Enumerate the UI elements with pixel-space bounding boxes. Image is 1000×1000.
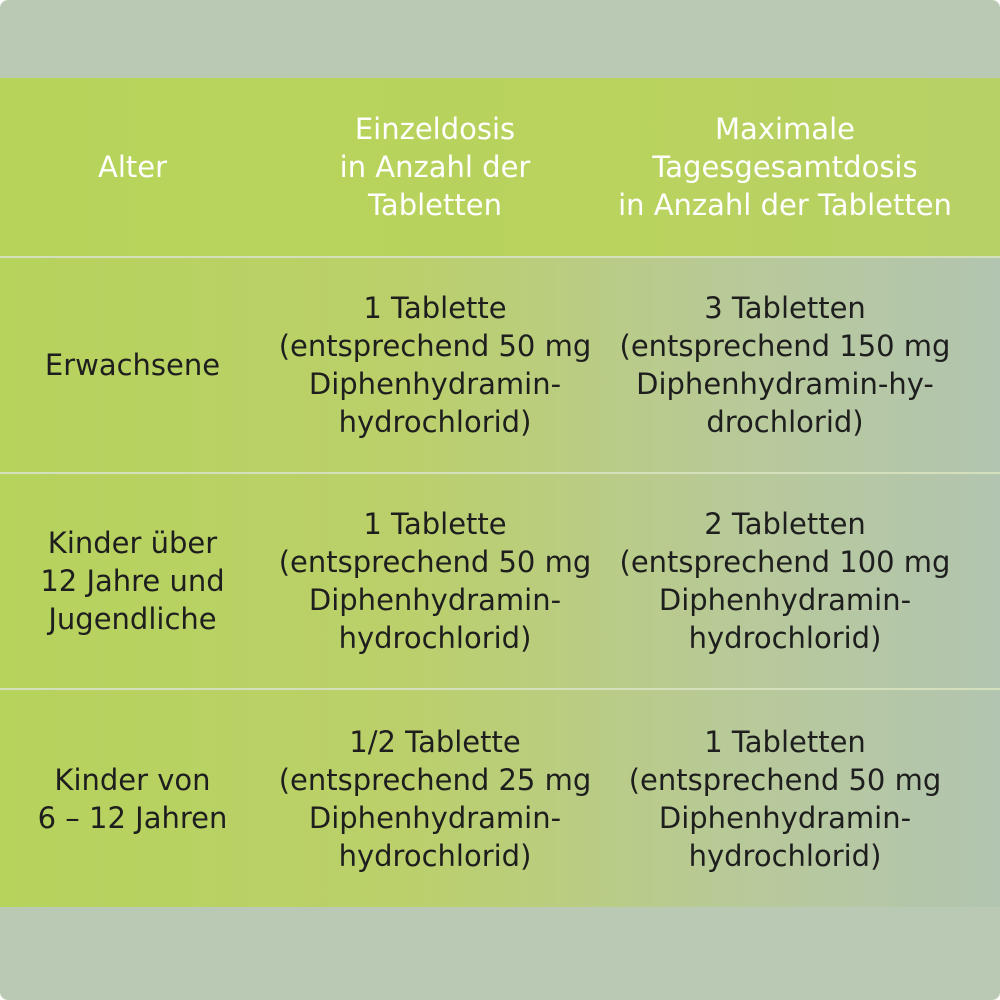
cell-single-dose: 1 Tablette (entsprechend 50 mg Diphenhydramin- hydrochlorid) [278, 506, 592, 655]
dosage-table [0, 78, 1000, 907]
header-single-dose: Einzeldosis in Anzahl der Tabletten [339, 112, 531, 222]
table-row [0, 258, 1000, 471]
cell-age: Erwachsene [44, 347, 221, 382]
cell-max-daily-dose: 3 Tabletten (entsprechend 150 mg Diphenhydramin-hy- drochlorid) [619, 290, 951, 439]
header-max-daily-dose: Maximale Tagesgesamtdosis in Anzahl der Tabletten [618, 112, 952, 222]
header-age: Alter [97, 150, 168, 184]
table-row [0, 474, 1000, 687]
cell-max-daily-dose: 2 Tabletten (entsprechend 100 mg Diphenhydramin- hydrochlorid) [619, 506, 951, 655]
cell-age: Kinder von 6 – 12 Jahren [37, 762, 228, 835]
cell-max-daily-dose: 1 Tabletten (entsprechend 50 mg Diphenhydramin- hydrochlorid) [628, 724, 942, 873]
cell-single-dose: 1 Tablette (entsprechend 50 mg Diphenhydramin- hydrochlorid) [278, 290, 592, 439]
cell-age: Kinder über 12 Jahre und Jugendliche [40, 525, 225, 636]
table-header-row [0, 78, 1000, 256]
cell-single-dose: 1/2 Tablette (entsprechend 25 mg Diphenhydramin- hydrochlorid) [278, 724, 592, 873]
table-row [0, 690, 1000, 907]
